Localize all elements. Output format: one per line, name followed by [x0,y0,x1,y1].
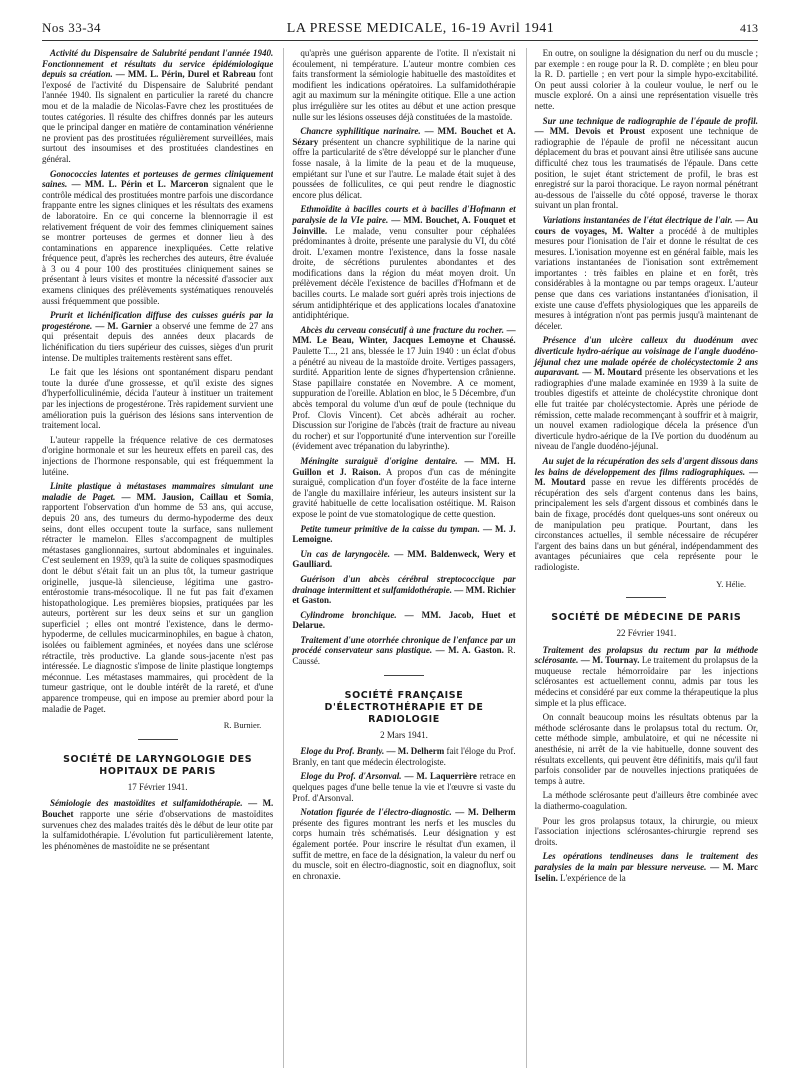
article-paragraph [292,771,515,803]
article-authors: — MM. L. Périn et L. Marceron [67,179,209,190]
article-paragraph [292,325,515,452]
column-left [42,48,273,1068]
session-date: 2 Mars 1941. [380,729,428,740]
article-paragraph [535,851,758,883]
article-title: Activité du Dispensaire de Salubrité pendant l'année 1940. Fonctionnement et résultats du service épidémiologique depuis sa création. [42,48,274,80]
article-text: font l'exposé de l'activité du Dispensaire de Salubrité pendant l'année 1940. Ils signalent en particulier la rareté du chancre mou et de la maladie de Nicolas-Favre chez les prostituées de toutes catégories. Il résulte des chiffres donnés par les auteurs que le principal danger en matière de contamination vénérienne ne provient pas des prostituées régulièrement surveillées, mais surtout des insoumises et des prostituées clandestines en général. [42,69,274,164]
article-paragraph [535,116,758,211]
article-paragraph [535,790,758,811]
article-text: rapporte une série d'observations de mastoïdites survenues chez des malades traités dès le début de leur otite par la sulfamidothérapie. L'évolution fut particulièrement latente, les phénomènes de mastoïdite ne se présentant [42,809,274,851]
article-title: Ethmoïdite à bacilles courts et à bacilles d'Hofmann et paralysie de la VIe paire. [292,204,516,225]
article-text: retrace en quelques pages d'une belle tenue la vie et l'œuvre si vaste du Prof. d'Arsonval. [292,771,516,803]
article-authors: — MM. Jausion, Caillau et Somia [115,491,272,502]
col2-articles [292,48,515,667]
article-authors: — M. Garnier [92,320,153,331]
article-paragraph [535,712,758,786]
article-text: a observé une femme de 27 ans qui présentait depuis des années deux placards de lichénification du tiers supérieur des cuisses, sièges d'un prurit intense. De multiples traitements restèrent sans effet. [42,320,274,363]
article-title: Traitement d'une otorrhée chronique de l'enfance par un procédé conservateur sans plastique. [292,634,516,656]
session-date: 22 Février 1941. [616,628,677,639]
article-paragraph [292,204,515,321]
article-text: signalent que le contrôle médical des prostituées montre parfois une discordance frappante entre les signes cliniques et les résultats des examens de laboratoire. En ce qui concerne la blennorragie il est relativement fréquent de voir des femmes cliniquement saines se montrer porteuses de germes et donner lieu à des contaminations en apparence inexpliquées. Cette relative fréquence peut, d'après les recherches des auteurs, être évaluée à 3 ou 4 pour 100 des prostituées cliniquement saines se présentant à leurs visites et montre la nécessité d'associer aux examens cliniques des prélèvements systématiques renouvelés aussi fréquemment que possible. [42,179,274,306]
article-authors: — M. Marc Iselin. [534,861,758,883]
article-paragraph [292,524,515,545]
article-text: On connaît beaucoup moins les résultats obtenus par la méthode sclérosante dans le prolapsus total du rectum. Or, cette méthode simple, ambulatoire, et qui ne nécessite ni anesthésie, ni arrêt de la vie habituelle, donne souvent des résultats excellents, qui peuvent être définitifs, mais qu'il faut parfois consolider par de nouvelles injections pratiquées de temps à autre. [534,712,758,786]
article-title: Variations instantanées de l'état électrique de l'air. [542,214,733,225]
article-text: Paulette T..., 21 ans, blessée le 17 Juin 1940 : un éclat d'obus a pénétré au niveau de la mastoïde droite. Vertiges passagers, surdité. Apparition lente de signes d'hypertension crânienne. Stase papillaire constatée en Novembre. A ce moment, suppuration de l'oreille. Ablation en bloc, le 5 Décembre, d'un abcès temporal du volume d'un œuf de poule (technique du Prof. Clovis Vincent). Cet abcès adhérait au rocher. Discussion sur l'origine de l'abcès (trait de fracture au niveau du rocher) et sur l'opportunité d'une intervention sur l'oreille (évidement avec trépanation du labyrinthe). [292,346,516,452]
article-title: Eloge du Prof. Branly. [300,746,385,757]
article-title: Les opérations tendineuses dans le traitement des paralysies de la main par blessure nerveuse. [534,851,758,872]
article-title: Méningite suraiguë d'origine dentaire. [300,455,458,466]
article-title: Chancre syphilitique narinaire. [300,126,421,137]
article-text: présente des figures montrant les nerfs et les muscles du corps humain très schématisés. Leur désignation y est également portée. Pour inscrire le résultat d'un examen, il suffit de mettre, en face de la désignation, la valeur du nerf ou du muscle, soit en électro-diagnostic, soit en diagnoflux, soit en chronaxie. [292,817,516,881]
article-authors: — M. Moutard [534,466,758,488]
article-text: Le malade, venu consulter pour céphalées prédominantes à droite, présente une paralysie du VI, du côté droit. L'examen montre l'existence, dans la fosse nasale droite, de sécrétions purulentes abondantes et des modifications dans la région du méat moyen droit. Un prélèvement décèle l'existence de bacilles d'Hofmann et de bacilles courts. Le malade sort guéri après trois injections de sérum antidiphtérique et des applications locales d'anatoxine antidiphtérique. [292,225,516,321]
divider [138,739,178,740]
col1-articles [42,48,273,714]
article-text: R. Caussé. [292,645,516,667]
article-text: Pour les gros prolapsus totaux, la chirurgie, ou mieux l'association injections sclérosantes-chirurgie reprend ses droits. [534,815,758,847]
article-text: L'auteur rappelle la fréquence relative de ces dermatoses d'origine hormonale et sur les heureux effets en pareil cas, des injections de l'hormone responsable, qui est fréquemment la lutéine. [42,434,274,477]
article-text: , rapportent l'observation d'un homme de 53 ans, qui accuse, depuis 20 ans, des tumeurs du dermo-hypoderme des deux seins, dont elles occupent toute la surface, sans nullement rétracter le mamelon. Elles s'accompagnent de multiples métastases ganglionnaires, surtout abdominales et inguinales. C'est seulement en 1939, qu'à la suite de coliques spasmodiques dont le début s'était fait un an plus tôt, la tumeur gastrique originelle, jusque-là silencieuse, légitima une gastro-entérostomie trans-mésocolique. Il ne fut pas fait d'examen histopathologique. Les premières biopsies, pratiquées par les auteurs, portèrent sur les deux seins et sur un ganglion superficiel ; elles ont montré l'existence, dans le dermo-hypoderme, de cellules mucicarminophiles, en bague à chaton, isolées ou faiblement agminées, et noyées dans une sclérose rétractile, très productive. La glande sous-jacente n'est pas intéressée. Le diagnostic s'impose de linite plastique longtemps méconnue. Les métastases mammaires, qui procèdent de la tumeur gastrique, ont le double intérêt de la rareté, et d'une apparence trompeuse, qui en impose au premier abord pour la maladie de Paget. [42,491,274,714]
article-text: A propos d'un cas de méningite suraiguë, complication d'un foyer d'ostéite de la face interne de l'angle du maxillaire inférieur, les auteurs insistent sur la gravité habituelle de cette localisation ostéitique. M. Raison expose le point de vue stomatologique de cette question. [292,466,516,519]
article-paragraph [292,807,515,881]
article-text: En outre, on souligne la désignation du nerf ou du muscle ; par exemple : en rouge pour la R. D. complète ; en bleu pour la R. D. partielle ; en vert pour la simple hypo-excitabilité. On peut aussi colorier à la couleur voulue, le nerf ou le muscle exploré. On a ainsi une représentation visuelle très nette. [534,48,758,111]
article-title: Linite plastique à métastases mammaires simulant une maladie de Paget. [42,481,274,502]
article-authors: — MM. Bouchet et A. Sézary [292,126,516,147]
column-middle [283,48,515,1068]
col3-articles [535,48,758,573]
article-authors: — M. Laquerrière [401,771,477,782]
article-authors: — M. Delherm [384,746,445,757]
article-paragraph [42,310,273,363]
article-paragraph [292,126,515,200]
article-text: L'expérience de la [557,872,626,883]
article-paragraph [292,635,515,667]
article-title: Guérison d'un abcès cérébral streptococcique par drainage intermittent et sulfamidothérapie. [292,573,516,595]
col3-after-articles [535,645,758,883]
article-text: Le fait que les lésions ont spontanément disparu pendant toute la durée d'une grossesse, et qu'il existe des signes d'hyperfolliculinémie, décida l'auteur à instituer un traitement par les injections de progestérone. Très rapidement survient une amélioration puis la guérison des lésions sans intervention de traitement local. [42,367,274,431]
article-title: Cylindrome bronchique. [300,609,397,620]
article-paragraph [42,798,273,851]
issue-number: Nos 33-34 [42,20,102,35]
society-heading: SOCIÉTÉ FRANÇAISE D'ÉLECTROTHÉRAPIE ET DE RADIOLOGIE [324,689,484,725]
article-title: Sur une technique de radiographie de l'épaule de profil. [542,115,758,126]
article-title: Notation figurée de l'électro-diagnostic. [300,807,452,818]
article-authors: — MM. H. Guillon et J. Raison. [292,455,516,477]
page-number: 413 [739,21,758,35]
column-right [526,48,758,1068]
article-title: Eloge du Prof. d'Arsonval. [300,771,402,782]
article-authors: — MM. Jacob, Huet et Delarue. [292,609,516,631]
article-paragraph [535,215,758,332]
article-text: présente les observations et les radiographies d'une malade examinée en 1939 à la suite de troubles digestifs et atteinte de cholécystite chronique dont elle fut traitée par cholécystectomie. Après une période de rémission, cette malade recommençant à souffrir et à maigrir, un nouvel examen radiologique décela la présence d'un diverticule hydro-aérique de la IVe portion du duodénum au niveau de l'angle duodéno-jéjunal. [534,367,758,452]
article-paragraph [535,816,758,848]
article-authors: — MM. Bouchet, A. Fouquet et Joinville. [292,214,516,236]
article-title: Prurit et lichénification diffuse des cuisses guéris par la progestérone. [42,310,274,331]
article-text: Le traitement du prolapsus de la muqueuse rectale hémorroïdaire par les injections sclérosantes est actuellement connu, admis par tous les médecins et considéré par eux comme la thérapeutique la plus simple et la plus efficace. [534,655,758,708]
article-authors: — M. Moutard [579,367,643,378]
article-authors: — M. J. Lemoigne. [292,523,516,545]
article-paragraph [292,456,515,520]
article-title: Au sujet de la récupération des sels d'argent dissous dans les bains de développement des films radiographiques. [534,455,758,477]
divider [384,675,424,676]
article-paragraph [292,574,515,606]
article-text: a procédé à de multiples mesures pour l'ionisation de l'air et donne le résultat de ces mesures. L'ionisation moyenne est en général faible, mais les variations instantanées de l'ionisation sont extrêmement importantes : très faibles en plaine et en forêt, très considérables à la montagne ou par temps orageux. L'auteur pense que dans ces variations instantanées d'ionisation, il existe une cause d'effets physiologiques que les appareils de mesures à intégration n'ont pas permis jusqu'à maintenant de déceler. [534,225,758,331]
society-heading: SOCIÉTÉ DE MÉDECINE DE PARIS [551,612,742,624]
article-authors: — M. Delherm [451,807,516,818]
article-title: Sémiologie des mastoïdites et sulfamidothérapie. [50,798,243,809]
article-paragraph [535,456,758,573]
article-authors: — MM. Richier et Gaston. [292,584,516,606]
article-title: Petite tumeur primitive de la caisse du tympan. [300,523,480,534]
article-title: Gonococcies latentes et porteuses de germes cliniquement saines. [42,168,274,190]
article-title: Traitement des prolapsus du rectum par la méthode sclérosante. [534,644,758,666]
article-paragraph [42,435,273,477]
article-paragraph [292,746,515,767]
society-heading: SOCIÉTÉ DE LARYNGOLOGIE DES HOPITAUX DE PARIS [63,753,253,777]
article-authors: — MM. L. Périn, Durel et Rabreau [112,69,256,80]
session-date: 17 Février 1941. [127,781,188,792]
article-paragraph [42,169,273,307]
article-text: présentent un chancre syphilitique de la narine qui offre la particularité de s'être développé sur le plancher d'une fosse nasale, à la limite de la peau et de la muqueuse, empiétant sur l'une et sur l'autre. Le malade était sujet à des poussées de folliculites, ce qui peut rendre le diagnostic encore plus délicat. [292,136,516,200]
col1-after-articles [42,798,273,851]
article-paragraph [42,48,273,165]
article-text: La méthode sclérosante peut d'ailleurs être combinée avec la diathermo-coagulation. [534,790,758,811]
article-authors: — Au cours de voyages, M. Walter [534,214,758,236]
article-authors: — M. Bouchet [42,798,274,819]
article-paragraph [535,335,758,452]
article-text: qu'après une guérison apparente de l'otite. Il n'existait ni écoulement, ni température. L'auteur montre combien ces faits transforment la sémiologie habituelle des mastoïdites et modifient les indications opératoires. La sulfamidothérapie agit au maximum sur la méningite otitique. Elle a une action plus irrégulière sur les otites au début et une action presque nulle sur les lésions osseuses déjà constituées de la mastoïde. [292,48,516,122]
article-paragraph [535,48,758,112]
article-columns [42,48,758,1068]
article-authors: — M. Tournay. [578,655,640,666]
article-authors: — MM. Le Beau, Winter, Jacques Lemoyne et Chaussé. [292,324,516,346]
article-authors: — MM. Devois et Proust [534,126,646,137]
article-text: fait l'éloge du Prof. Branly, en tant que médecin électrologiste. [292,746,516,767]
col1-signature: R. Burnier. [223,720,262,731]
article-paragraph [292,48,515,122]
page-header [42,20,758,41]
article-paragraph [42,367,273,431]
article-title: Abcès du cerveau consécutif à une fracture du rocher. [300,324,505,335]
article-authors: — MM. Baldenweck, Wery et Gaulliard. [292,548,516,570]
article-title: Un cas de laryngocèle. [300,548,391,559]
col2-after-articles [292,746,515,881]
article-text: exposent une technique de radiographie de l'épaule de profil ne nécessitant aucun déplacement du bras et pouvant ainsi être utilisée sans aucune difficulté chez tous les traumatisés de l'épaule. Dans cette position, le sujet étant strictement de profil, le bras est enregistré sur la paroi thoracique. Le rayon normal pénétrant au-dessous de l'aisselle du côté opposé, traverse le thorax suivant un plan frontal. [534,126,758,211]
col3-signature: Y. Hélie. [716,578,746,589]
article-paragraph [42,481,273,714]
article-paragraph [535,645,758,709]
journal-title: LA PRESSE MEDICALE, 16-19 Avril 1941 [286,21,555,36]
article-authors: — M. A. Gaston. [432,645,504,656]
article-paragraph [292,610,515,631]
divider [626,597,666,598]
article-paragraph [292,549,515,570]
article-title: Présence d'un ulcère calleux du duodénum avec diverticule hydro-aérique au voisinage de l'angle duodéno-jéjunal chez une malade opérée de cholécystectomie 2 ans auparavant. [534,335,758,378]
article-text: passe en revue les différents procédés de récupération des sels d'argent contenus dans les bains, principalement les sels d'argent dissous et combinés dans le bain de fixage, procédés dont quelques-uns sont onéreux ou de manipulation peu pratique. Pourtant, dans les circonstances actuelles, il semble nécessaire de récupérer l'argent des bains dans un but général, indépendamment des avantages pécuniaires que cela représente pour le radiologiste. [534,477,758,572]
